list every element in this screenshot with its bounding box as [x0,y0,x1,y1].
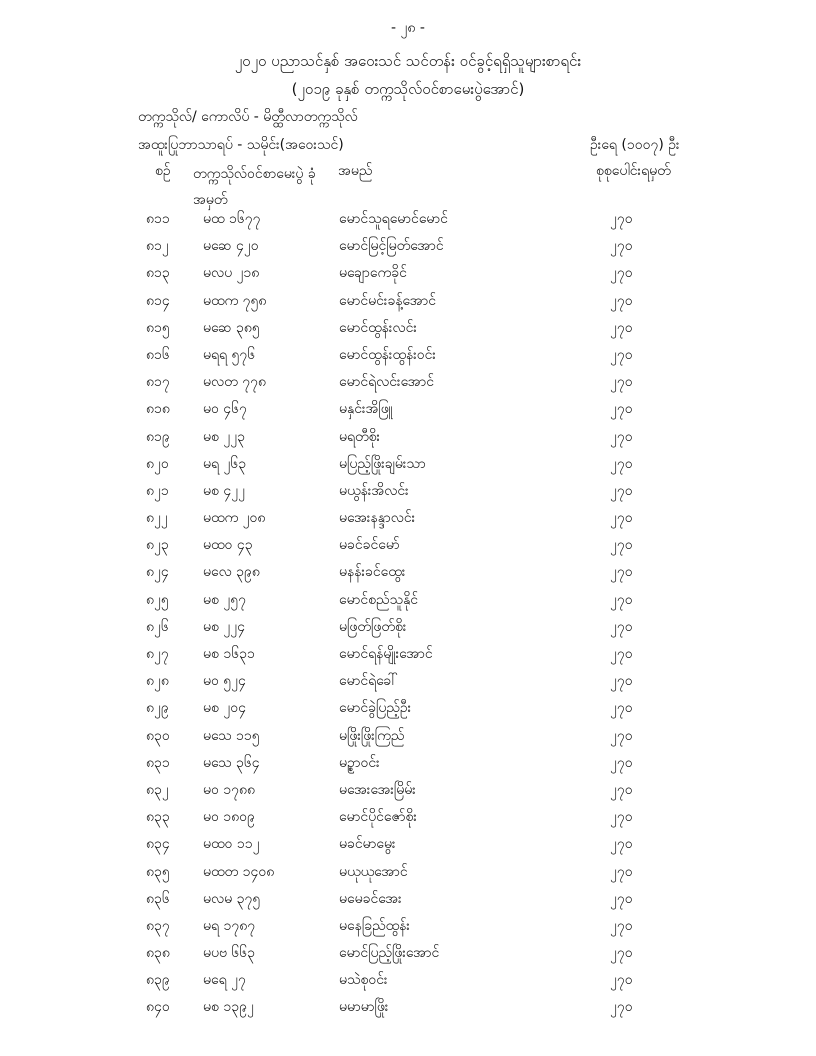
roll-number: မပဗ ၆၆၃ [203,945,256,962]
table-row [0,450,816,477]
table-row [0,749,816,776]
roll-number: မစ ၂၅၇ [203,591,246,608]
row-number: ၈၃၂ [146,781,169,798]
roll-number: မထတ ၁၄၀၈ [203,863,275,880]
column-header-mark: စုစုပေါင်းရမှတ် [596,163,671,179]
student-name: မဖြိုးဖြိုးကြည် [339,727,405,744]
table-row [0,586,816,613]
row-number: ၈၃၇ [146,917,170,934]
roll-number: မထဝ ၄၃ [203,537,253,554]
student-name: မောင်ထွန်းထွန်းဝင်း [339,346,436,363]
student-name: မခင်ခင်မော် [339,537,400,554]
total-mark: ၂၇၀ [610,673,633,690]
table-row [0,858,816,885]
student-name: မောင်ခွဲပြည့်ဦး [339,700,412,717]
total-mark: ၂၇၀ [610,890,633,907]
roll-number: မလတ ၇၇၈ [203,374,266,391]
total-mark: ၂၇၀ [610,482,633,499]
table-row [0,314,816,341]
total-mark: ၂၇၀ [610,999,633,1016]
row-number: ၈၂၂ [146,510,168,527]
row-number: ၈၁၃ [146,265,170,282]
student-name: မဖြတ်ဖြတ်စိုး [339,618,407,635]
university-line: တက္ကသိုလ်/ ကောလိပ် - မိတ္ထီလာတက္ကသိုလ် [138,109,358,125]
roll-number: မဝ ၁၇၈၈ [203,781,256,798]
total-mark: ၂၇၀ [610,917,633,934]
total-mark: ၂၇၀ [610,809,633,826]
total-mark: ၂၇၀ [610,591,633,608]
document-title: ၂၀၂၀ ပညာသင်နှစ် အဝေးသင် သင်တန်း ဝင်ခွင့်ရရှိသူများစာရင်း [234,52,582,70]
student-name: မမာမာဖြိုး [339,999,389,1016]
roll-number: မဆေ ၃၈၅ [203,319,260,336]
total-mark: ၂၇၀ [610,319,633,336]
student-name: မအေးအေးမြိမ်း [339,781,416,798]
total-mark: ၂၇၀ [610,781,633,798]
student-name: မယွန်းအိလင်း [339,482,409,499]
row-number: ၈၂၄ [146,564,169,581]
student-name: မောင်သူရမောင်မောင် [339,211,448,227]
row-number: ၈၁၂ [146,238,169,255]
table-row [0,993,816,1020]
total-mark: ၂၇၀ [610,564,633,581]
row-number: ၈၁၇ [146,374,170,391]
row-number: ၈၃၅ [146,863,170,880]
total-mark: ၂၇၀ [610,754,633,771]
row-number: ၈၂၀ [146,455,169,472]
table-row [0,939,816,966]
row-number: ၈၃၈ [146,945,170,962]
student-name: မောင်မင်းခန့်အောင် [339,292,436,309]
table-row [0,205,816,232]
row-number: ၈၁၄ [146,292,170,309]
roll-number: မရရ ၅၇၆ [203,346,256,363]
roll-number: မဝ ၄၆၇ [203,401,247,418]
student-name: မအေးနန္ဒာလင်း [339,510,416,527]
student-name: မနန်းခင်ထွေး [339,564,406,581]
column-header-roll: တက္ကသိုလ်ဝင်စာမေးပွဲ ခုံအမှတ် [193,166,316,208]
roll-number: မထက ၇၅၈ [203,292,267,309]
results-table [0,205,816,1021]
table-row [0,558,816,585]
student-name: မောင်ရဲခေါ် [339,673,398,690]
total-mark: ၂၇၀ [610,700,633,717]
roll-number: မထ ၁၆၇၇ [203,211,261,227]
student-name: မသဲစုဝင်း [339,972,388,989]
roll-number: မသေ ၁၁၅ [203,727,260,744]
total-mark: ၂၇၀ [610,292,633,309]
table-row [0,830,816,857]
row-number: ၈၁၁ [146,211,170,227]
total-mark: ၂၇၀ [610,455,633,472]
roll-number: မစ ၂၂၃ [203,428,245,445]
roll-number: မလမ ၃၇၅ [203,890,261,907]
student-name: မောင်ပိုင်ဇော်စိုး [339,809,417,826]
roll-number: မရ ၂၆၃ [203,455,247,472]
row-number: ၈၃၁ [146,754,170,771]
total-mark: ၂၇၀ [610,238,633,255]
total-mark: ၂၇၀ [610,401,633,418]
table-row [0,776,816,803]
row-number: ၈၁၅ [146,319,170,336]
total-mark: ၂၇၀ [610,727,633,744]
total-mark: ၂၇၀ [610,346,633,363]
student-name: မနေခြည်ထွန်း [339,917,410,934]
student-name: မဥ္စာဝင်း [339,754,380,771]
student-name: မချောကေခိုင် [339,265,407,282]
row-number: ၈၃၀ [146,727,170,744]
row-number: ၈၁၆ [146,346,170,363]
table-row [0,966,816,993]
student-name: မမေခင်အေး [339,890,402,907]
roll-number: မလေ ၃၉၈ [203,564,260,581]
student-name: မောင်ရန်မျိုးအောင် [339,646,433,662]
student-name: မောင်ပြည့်ဖြိုးအောင် [339,945,440,962]
student-name: မနှင်းအိဖြူ [339,401,393,418]
total-mark: ၂၇၀ [610,945,633,962]
roll-number: မဆေ ၄၂၀ [203,238,259,255]
row-number: ၈၂၅ [146,591,169,608]
column-header-name: အမည် [338,163,373,179]
roll-number: မစ ၁၃၉၂ [203,999,254,1016]
student-name: မခင်မာမွေး [339,836,396,853]
page-number: - ၂၈ - [391,20,425,36]
roll-number: မစ ၄၂၂ [203,482,245,499]
row-number: ၈၄၀ [146,999,170,1016]
table-row [0,232,816,259]
row-number: ၈၃၉ [146,972,170,989]
table-row [0,504,816,531]
roll-number: မစ ၂၀၄ [203,700,246,717]
table-row [0,803,816,830]
row-number: ၈၁၈ [146,401,170,418]
table-row [0,613,816,640]
total-mark: ၂၇၀ [610,537,633,554]
table-row [0,531,816,558]
column-header-no: စဉ် [155,163,171,179]
roll-number: မထက ၂၀၈ [203,510,266,527]
student-name: မောင်စည်သူနိုင် [339,591,419,608]
roll-number: မဝ ၅၂၄ [203,673,246,690]
roll-number: မလပ ၂၁၈ [203,265,260,282]
table-row [0,667,816,694]
total-mark: ၂၇၀ [610,374,633,391]
total-mark: ၂၇၀ [610,618,633,635]
student-name: မောင်ထွန်းလင်း [339,319,417,336]
table-row [0,259,816,286]
table-row [0,722,816,749]
row-number: ၈၃၆ [146,890,170,907]
total-mark: ၂၇၀ [610,646,633,662]
row-number: ၈၃၃ [146,809,170,826]
total-mark: ၂၇၀ [610,265,633,282]
student-name: မပြည့်ဖြိုးချမ်းသာ [339,455,426,472]
student-name: မောင်မြင့်မြတ်အောင် [339,238,444,255]
table-row [0,912,816,939]
row-number: ၈၂၇ [146,646,169,662]
table-row [0,423,816,450]
total-mark: ၂၇၀ [610,510,633,527]
roll-number: မစ ၁၆၃၁ [203,646,255,662]
total-mark: ၂၇၀ [610,836,633,853]
total-mark: ၂၇၀ [610,428,633,445]
table-row [0,341,816,368]
subject-line: အထူးပြုဘာသာရပ် - သမိုင်း(အဝေးသင်) [138,137,344,153]
student-name: မောင်ရဲလင်းအောင် [339,374,435,391]
student-name: မရတီစိုး [339,428,381,445]
row-number: ၈၃၄ [146,836,170,853]
roll-number: မထဝ ၁၁၂ [203,836,260,853]
roll-number: မသေ ၃၆၄ [203,754,260,771]
document-subtitle: (၂၀၁၉ ခုနှစ် တက္ကသိုလ်ဝင်စာမေးပွဲအောင်) [291,80,525,98]
table-row [0,885,816,912]
total-mark: ၂၇၀ [610,972,633,989]
table-row [0,640,816,667]
roll-number: မစ ၂၂၄ [203,618,245,635]
row-number: ၈၂၉ [146,700,169,717]
table-row [0,368,816,395]
total-mark: ၂၇၀ [610,211,633,227]
row-number: ၈၂၃ [146,537,169,554]
row-number: ၈၂၆ [146,618,169,635]
row-number: ၈၂၈ [146,673,169,690]
student-name: မယုယုအောင် [339,863,408,880]
row-number: ၈၂၁ [146,482,169,499]
roll-number: မရ ၁၇၈၇ [203,917,256,934]
table-row [0,287,816,314]
roll-number: မရေ ၂၇ [203,972,246,989]
total-count: ဦးရေ (၁၀၀၇) ဦး [590,137,680,153]
table-row [0,395,816,422]
roll-number: မဝ ၁၈၀၉ [203,809,255,826]
row-number: ၈၁၉ [146,428,170,445]
table-row [0,477,816,504]
total-mark: ၂၇၀ [610,863,633,880]
table-row [0,694,816,721]
